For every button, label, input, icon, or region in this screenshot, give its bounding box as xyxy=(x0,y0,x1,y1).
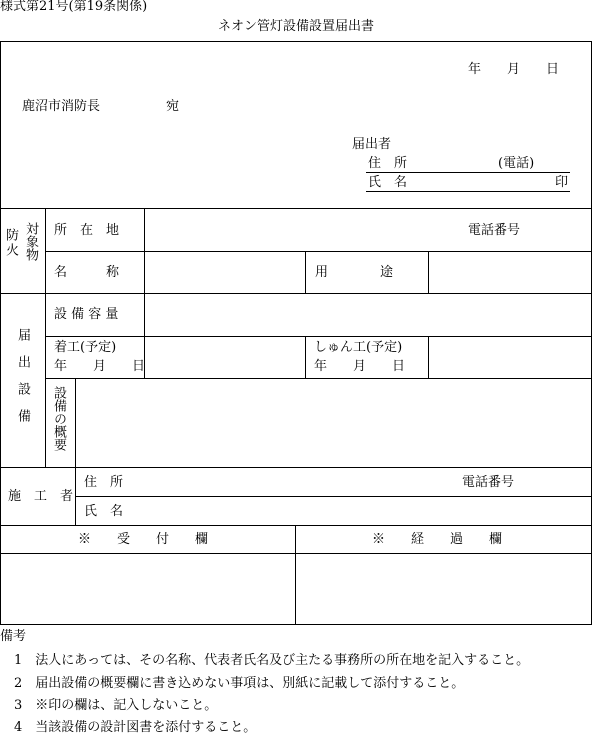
equipment-start-date: 年 月 日 xyxy=(54,359,146,374)
target-phone-label: 電話番号 xyxy=(468,223,521,238)
addressee: 鹿沼市消防長 xyxy=(22,99,101,114)
contractor-phone-label: 電話番号 xyxy=(462,475,515,490)
equipment-overview-label: 設備の概要 xyxy=(51,386,66,451)
equipment-complete-label: しゅん工(予定) xyxy=(314,340,403,355)
contractor-address-label: 住 所 xyxy=(84,475,124,490)
target-use-label: 用 途 xyxy=(315,265,394,280)
table-border-bottom xyxy=(0,624,592,625)
col-divider xyxy=(75,378,76,526)
row-divider xyxy=(0,208,592,209)
addressee-honorific: 宛 xyxy=(166,99,180,114)
col-divider xyxy=(144,208,145,294)
row-divider xyxy=(0,525,592,526)
seal-mark: 印 xyxy=(555,175,569,190)
row-divider xyxy=(75,496,592,497)
date-field: 年 月 日 xyxy=(468,62,560,77)
progress-column-label: ※ 経 過 欄 xyxy=(372,532,503,547)
col-divider xyxy=(305,251,306,294)
equipment-complete-date: 年 月 日 xyxy=(314,359,406,374)
equipment-capacity-label: 設 備 容 量 xyxy=(54,307,119,322)
target-group-label-2: 対象物 xyxy=(23,222,38,261)
notifier-label: 届出者 xyxy=(352,137,392,152)
form-number: 様式第21号(第19条関係) xyxy=(0,0,148,14)
target-group-label-1: 防火 xyxy=(3,228,18,258)
note-item: 1 法人にあっては、その名称、代表者氏名及び主たる事務所の所在地を記入すること。 xyxy=(14,653,530,668)
row-divider xyxy=(45,336,592,337)
col-divider xyxy=(295,525,296,625)
table-border-top xyxy=(0,41,592,42)
row-divider xyxy=(0,553,592,554)
row-divider xyxy=(45,251,592,252)
row-divider xyxy=(0,293,592,294)
name-underline xyxy=(366,191,570,192)
form-title xyxy=(0,20,592,33)
row-divider xyxy=(0,467,592,468)
contractor-label: 施 工 者 xyxy=(8,489,74,504)
receipt-column-label: ※ 受 付 欄 xyxy=(78,532,209,547)
note-item: 4 当該設備の設計図書を添付すること。 xyxy=(14,720,257,735)
target-name-label: 名 称 xyxy=(54,265,120,280)
col-divider xyxy=(428,336,429,379)
notifier-phone-label: (電話) xyxy=(498,156,535,171)
col-divider xyxy=(428,251,429,294)
note-item: 2 届出設備の概要欄に書き込めない事項は、別紙に記載して添付すること。 xyxy=(14,676,465,691)
target-location-label: 所 在 地 xyxy=(54,223,120,238)
equipment-group-label: 届出設備 xyxy=(15,328,30,436)
table-border-left xyxy=(0,41,1,625)
note-item: 3 ※印の欄は、記入しないこと。 xyxy=(14,698,218,713)
col-divider xyxy=(305,336,306,379)
col-divider xyxy=(45,208,46,467)
notifier-address-label: 住 所 xyxy=(368,156,408,171)
contractor-name-label: 氏 名 xyxy=(84,504,124,519)
address-underline xyxy=(366,172,570,173)
notifier-name-label: 氏 名 xyxy=(368,175,408,190)
row-divider xyxy=(45,378,592,379)
form-title-text: ネオン管灯設備設置届出書 xyxy=(217,19,374,34)
notes-title: 備考 xyxy=(0,629,27,644)
equipment-start-label: 着工(予定) xyxy=(54,340,117,355)
